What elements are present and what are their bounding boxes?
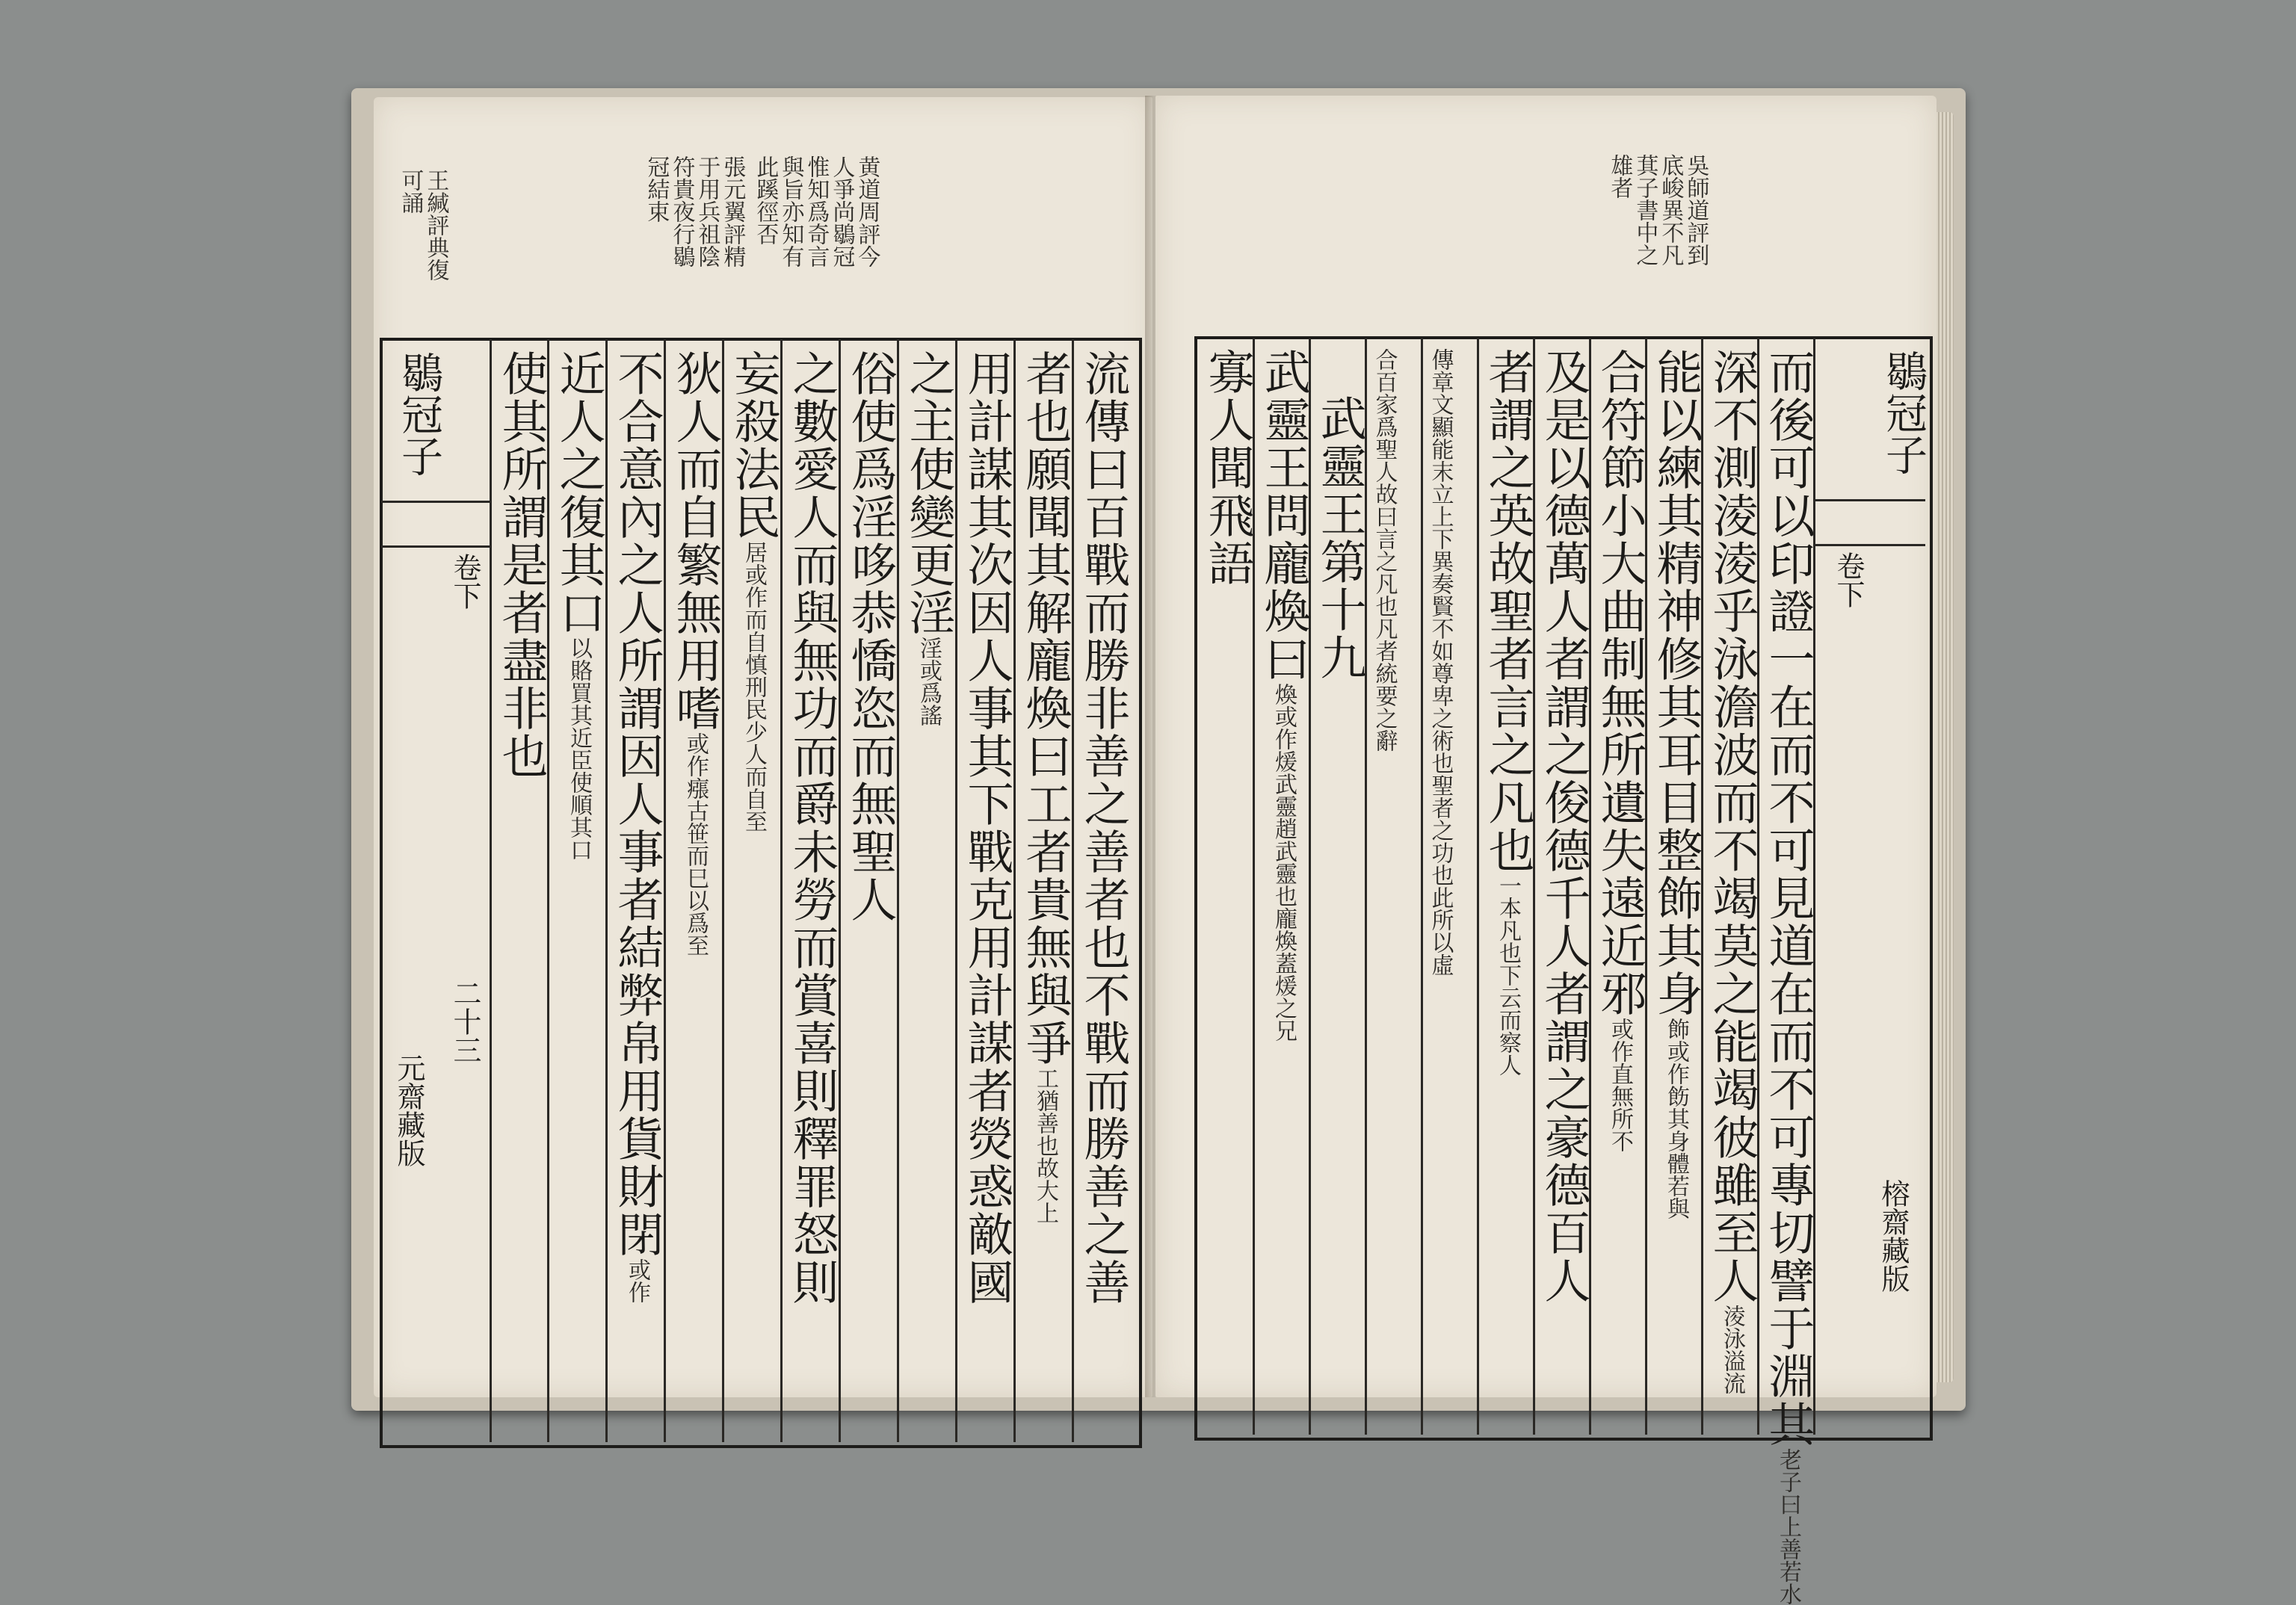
text-column [1428,348,1452,976]
text-column [1481,348,1535,1076]
annotation-note: 煥或作煖武靈趙武靈也龐煥蓋煖之兄 [1271,683,1297,1042]
main-text: 俗使爲淫哆恭憍恣而無聖人 [843,350,898,924]
text-column [843,350,898,924]
annotation-note: 以賂買其近臣使順其口 [566,637,592,861]
main-text: 之主使變更淫 [901,350,956,637]
annotation-note: 老子曰上善若水 [1775,1448,1801,1605]
main-text: 近人之復其口 [552,350,606,637]
edge-divider [381,501,490,503]
chapter-heading: 武靈王第十九 [1312,395,1367,681]
header-comment: 與旨亦知有 [777,155,804,268]
header-comment: 于用兵祖陰 [694,155,720,268]
header-comment: 吳師道評到 [1682,154,1709,266]
chapter-heading-column [1312,395,1367,681]
annotation-note: 或作直無所不 [1607,1018,1633,1152]
annotation-note: 居或作而自慎刑民少人而自至 [741,541,767,832]
text-column [1761,348,1815,1605]
header-comment: 冠結束 [643,155,670,223]
page-edge-stack [1936,112,1954,1382]
header-comment: 黄道周評今 [854,155,880,268]
main-text: 用計謀其次因人事其下戰克用計謀者熒惑敵國 [960,350,1014,1306]
edge-volume: 卷下 [1832,551,1865,608]
text-column [1593,348,1647,1152]
edge-volume: 卷下 [448,553,481,610]
edge-divider [1815,544,1925,546]
edge-folio: 二十三 [448,979,481,1064]
text-column [1372,348,1396,752]
text-column [552,350,606,861]
main-text: 寡人聞飛語 [1200,348,1255,587]
main-text: 武靈王問龐煥曰 [1256,348,1311,683]
annotation-note: 傳章文顯能末立上下異奏賢不如尊卑之術也 [1427,348,1454,774]
annotation-note: 淩泳溢流 [1719,1305,1745,1394]
left-page [374,97,1152,1397]
text-column [901,350,956,726]
annotation-note: 合百家爲聖人故曰言之凡也凡者統要之辭 [1371,348,1398,752]
main-text: 合符節小大曲制無所遺失遠近邪 [1593,348,1647,1018]
text-column [1537,348,1591,1305]
main-text: 不合意內之人所謂因人事者結弊帛用貨財閉 [610,350,664,1258]
main-text: 者謂之英故聖者言之凡也 [1481,348,1535,874]
main-text: 使其所謂是者盡非也 [494,350,549,780]
header-comment: 王緘評典復 [422,169,449,281]
main-text: 狄人而自繁無用嗜 [668,350,723,732]
main-text: 能以練其精神修其耳目整飾其身 [1649,348,1703,1018]
main-text: 之數愛人而與無功而爵未勞而賞喜則釋罪怒則 [785,350,839,1306]
edge-divider [1815,499,1925,501]
annotation-note: 聖者之功也此所以虛 [1427,774,1454,976]
text-column [1649,348,1703,1219]
annotation-note: 工猶善也故大上 [1032,1067,1058,1224]
text-column [1705,348,1759,1394]
edge-column-rule [490,339,492,1442]
header-comment: 符貴夜行鶡 [668,155,695,268]
main-text: 妄殺法民 [726,350,781,541]
main-text: 深不測淩淩乎泳澹波而不竭莫之能竭彼雖至人 [1705,348,1759,1305]
text-column [668,350,723,956]
main-text: 及是以德萬人者謂之俊德千人者謂之豪德百人 [1537,348,1591,1305]
edge-title: 鶡冠子 [1879,350,1928,475]
header-comment: 惟知爲奇言 [803,155,830,268]
text-column [494,350,549,780]
main-text: 而後可以印證一在而不可見道在而不可專切譬于淵其 [1761,348,1815,1448]
text-column [1256,348,1311,1042]
header-comment: 雄者 [1606,154,1633,199]
annotation-note: 或作瘬古笹而巳以爲至 [682,732,709,956]
main-text: 者也願聞其解龐煥曰工者貴無與爭 [1018,350,1073,1067]
annotation-note: 一本凡也下云而察人 [1495,874,1521,1076]
header-comment: 人爭尚鶡冠 [828,155,855,268]
annotation-note: 或作 [624,1258,650,1303]
column-rule [1477,338,1479,1435]
annotation-note: 淫或爲謠 [916,637,942,726]
annotation-note: 飾或作飭其身體若與 [1663,1018,1689,1219]
header-comment: 張元翼評精 [719,155,746,268]
text-column [785,350,839,1306]
text-column [1076,350,1131,1306]
text-column [726,350,781,832]
column-rule [1421,338,1423,1435]
text-column [1200,348,1255,587]
edge-divider [381,545,490,548]
edge-collection: 榕齋藏版 [1877,1179,1910,1293]
edge-title: 鶡冠子 [395,351,443,477]
header-comment: 此蹊徑否 [752,155,779,245]
text-column [1018,350,1073,1224]
edge-collection: 元齋藏版 [392,1054,425,1167]
text-column [610,350,664,1303]
header-comment: 萁子書中之 [1632,154,1658,266]
header-comment: 可誦 [397,169,424,214]
text-column [960,350,1014,1306]
header-comment: 底峻異不凡 [1657,154,1684,266]
right-page [1155,96,1937,1605]
main-text: 流傳曰百戰而勝非善之善者也不戰而勝善之善 [1076,350,1131,1306]
